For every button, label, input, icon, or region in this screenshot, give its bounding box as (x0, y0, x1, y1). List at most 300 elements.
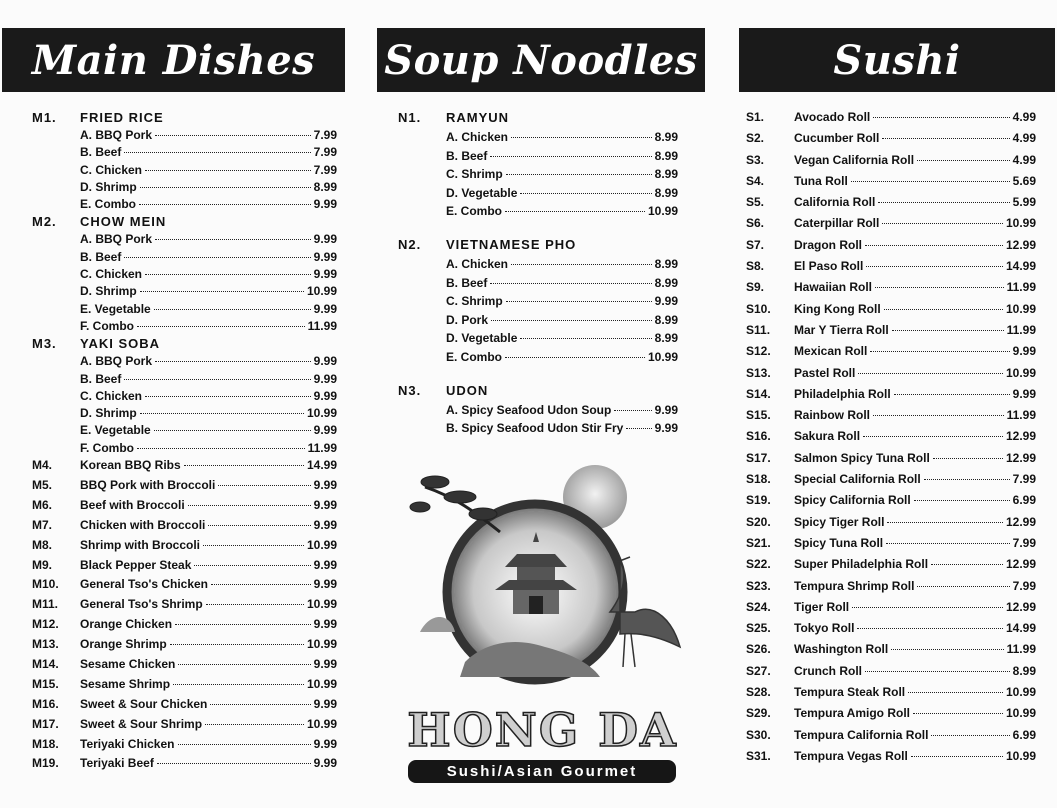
group-name: UDON (446, 382, 489, 398)
menu-item (746, 195, 1036, 216)
menu-option (32, 441, 337, 458)
option-price: 7.99 (313, 128, 337, 142)
option-label: A. BBQ Pork (80, 128, 153, 142)
dot-leader (913, 713, 1003, 714)
group-header (398, 237, 678, 257)
menu-option (398, 257, 678, 276)
menu-item (746, 387, 1036, 408)
item-price: 9.99 (313, 477, 337, 492)
item-price: 5.99 (1012, 195, 1036, 210)
item-price: 10.99 (306, 597, 337, 612)
dot-leader (882, 138, 1009, 139)
item-name: Tempura Vegas Roll (794, 748, 908, 763)
dot-leader (124, 257, 310, 258)
dot-leader (203, 545, 304, 546)
item-price: 12.99 (1005, 237, 1036, 252)
item-price: 9.99 (313, 617, 337, 632)
menu-item (32, 697, 337, 717)
dot-leader (139, 204, 311, 205)
menu-option (32, 250, 337, 267)
dot-leader (170, 644, 304, 645)
menu-item (746, 706, 1036, 727)
menu-item (32, 637, 337, 657)
menu-item (746, 557, 1036, 578)
option-label: D. Pork (446, 312, 489, 327)
option-label: B. Beef (80, 249, 122, 264)
dot-leader (878, 202, 1009, 203)
dot-leader (194, 565, 310, 566)
option-price: 8.99 (654, 331, 678, 346)
dot-leader (505, 211, 645, 212)
item-price: 12.99 (1005, 557, 1036, 572)
main-dishes-column (32, 110, 337, 776)
option-price: 8.99 (654, 185, 678, 200)
restaurant-tagline: Sushi/Asian Gourmet (408, 760, 676, 783)
option-label: C. Shrimp (446, 167, 503, 182)
group-header (398, 110, 678, 130)
dot-leader (626, 428, 651, 429)
item-price: 14.99 (1005, 621, 1036, 636)
option-label: D. Vegetable (446, 185, 518, 200)
menu-item (746, 429, 1036, 450)
item-price: 9.99 (313, 557, 337, 572)
menu-option (398, 149, 678, 168)
item-code: S8. (746, 259, 765, 274)
menu-item (746, 600, 1036, 621)
item-price: 8.99 (1012, 663, 1036, 678)
item-code: S14. (746, 386, 771, 401)
menu-item (32, 717, 337, 737)
item-name: California Roll (794, 195, 876, 210)
item-name: Tempura Steak Roll (794, 685, 906, 700)
menu-option (398, 276, 678, 295)
menu-item (746, 131, 1036, 152)
dot-leader (210, 704, 310, 705)
item-price: 9.99 (313, 756, 337, 771)
item-name: Hawaiian Roll (794, 280, 873, 295)
item-code: S7. (746, 237, 765, 252)
item-name: Orange Chicken (80, 617, 173, 632)
option-price: 11.99 (307, 318, 337, 333)
option-label: E. Vegetable (80, 423, 151, 438)
group-code: N2. (398, 236, 422, 252)
item-name: Crunch Roll (794, 663, 862, 678)
option-label: B. Beef (80, 371, 122, 386)
menu-option (398, 331, 678, 350)
option-label: F. Combo (80, 440, 134, 455)
option-label: C. Chicken (80, 162, 143, 177)
option-label: C. Chicken (80, 388, 143, 403)
menu-item (746, 472, 1036, 493)
group-header (32, 336, 337, 354)
menu-item (746, 302, 1036, 323)
dot-leader (157, 763, 311, 764)
item-name: Philadelphia Roll (794, 386, 891, 401)
item-name: Mexican Roll (794, 344, 868, 359)
item-price: 10.99 (306, 537, 337, 552)
dot-leader (892, 330, 1004, 331)
item-name: El Paso Roll (794, 259, 864, 274)
item-price: 10.99 (1005, 685, 1036, 700)
dot-leader (178, 744, 311, 745)
menu-option (32, 319, 337, 336)
menu-option (32, 372, 337, 389)
item-code: M13. (32, 637, 59, 652)
item-name: Sakura Roll (794, 429, 861, 444)
item-code: S24. (746, 599, 771, 614)
dot-leader (884, 309, 1003, 310)
group-code: M1. (32, 110, 57, 125)
dot-leader (858, 373, 1003, 374)
option-price: 8.99 (654, 167, 678, 182)
menu-item (32, 677, 337, 697)
item-name: Caterpillar Roll (794, 216, 880, 231)
menu-item (32, 597, 337, 617)
pagoda-cranes-illustration (405, 462, 690, 692)
option-price: 9.99 (313, 249, 337, 264)
dot-leader (614, 410, 651, 411)
item-price: 11.99 (1006, 642, 1036, 657)
dot-leader (894, 394, 1010, 395)
item-price: 9.99 (1012, 386, 1036, 401)
item-code: M6. (32, 497, 53, 512)
group-name: YAKI SOBA (80, 336, 161, 352)
menu-item (746, 110, 1036, 131)
item-name: Orange Shrimp (80, 637, 167, 652)
group-code: N1. (398, 110, 422, 125)
menu-item (746, 174, 1036, 195)
item-price: 4.99 (1012, 110, 1036, 124)
dot-leader (873, 117, 1009, 118)
menu-option (398, 403, 678, 422)
soup-noodles-banner (377, 28, 705, 92)
main-dishes-title: Main Dishes (31, 36, 316, 84)
option-price: 8.99 (654, 148, 678, 163)
item-code: S26. (746, 642, 771, 657)
option-price: 10.99 (306, 406, 337, 421)
item-price: 10.99 (1005, 706, 1036, 721)
item-name: Spicy Tuna Roll (794, 535, 884, 550)
dot-leader (173, 684, 304, 685)
menu-item (746, 451, 1036, 472)
dot-leader (933, 458, 1003, 459)
item-name: Dragon Roll (794, 237, 862, 252)
sushi-column (746, 110, 1036, 770)
menu-item (746, 344, 1036, 365)
dot-leader (891, 649, 1003, 650)
option-price: 10.99 (647, 204, 678, 219)
dot-leader (852, 607, 1003, 608)
dot-leader (140, 413, 304, 414)
item-code: M18. (32, 736, 59, 751)
item-code: M5. (32, 477, 53, 492)
group-name: VIETNAMESE PHO (446, 236, 577, 252)
dot-leader (145, 170, 311, 171)
item-name: Tuna Roll (794, 173, 848, 188)
item-code: M14. (32, 656, 59, 671)
option-label: E. Combo (446, 349, 502, 364)
item-name: Black Pepper Steak (80, 557, 192, 572)
item-code: M12. (32, 617, 59, 632)
menu-item (746, 642, 1036, 663)
item-name: Beef with Broccoli (80, 497, 185, 512)
menu-option (398, 294, 678, 313)
menu-option (32, 180, 337, 197)
soup-noodles-column (398, 110, 678, 440)
item-price: 9.99 (313, 577, 337, 592)
menu-option (32, 197, 337, 214)
group-header (32, 214, 337, 232)
menu-item (746, 685, 1036, 706)
dot-leader (137, 448, 305, 449)
item-price: 14.99 (306, 458, 337, 473)
item-price: 6.99 (1012, 493, 1036, 508)
dot-leader (184, 465, 304, 466)
item-code: M8. (32, 537, 53, 552)
item-code: S30. (746, 727, 771, 742)
item-code: S6. (746, 216, 765, 231)
dot-leader (908, 692, 1003, 693)
option-label: B. Beef (446, 148, 488, 163)
option-label: E. Vegetable (80, 301, 151, 316)
menu-item (32, 538, 337, 558)
menu-group-m3 (32, 336, 337, 458)
option-label: A. BBQ Pork (80, 354, 153, 369)
dot-leader (520, 193, 651, 194)
dot-leader (140, 187, 311, 188)
item-name: Rainbow Roll (794, 408, 870, 423)
item-code: S12. (746, 344, 771, 359)
item-price: 14.99 (1005, 259, 1036, 274)
menu-group-m2 (32, 214, 337, 336)
item-price: 12.99 (1005, 599, 1036, 614)
option-label: D. Vegetable (446, 331, 518, 346)
group-name: RAMYUN (446, 110, 510, 125)
option-label: E. Combo (446, 204, 502, 219)
item-price: 9.99 (313, 696, 337, 711)
menu-option (32, 284, 337, 301)
item-code: S18. (746, 472, 771, 487)
option-price: 10.99 (647, 349, 678, 364)
menu-option (32, 406, 337, 423)
dot-leader (137, 326, 305, 327)
item-code: S20. (746, 514, 771, 529)
dot-leader (875, 287, 1004, 288)
option-label: A. BBQ Pork (80, 232, 153, 247)
dot-leader (863, 436, 1003, 437)
dot-leader (931, 564, 1003, 565)
item-name: Teriyaki Beef (80, 756, 154, 771)
option-price: 9.99 (313, 354, 337, 369)
group-code: N3. (398, 382, 422, 398)
item-code: M15. (32, 676, 59, 691)
item-code: S29. (746, 706, 771, 721)
dot-leader (511, 137, 652, 138)
menu-item (746, 323, 1036, 344)
item-name: BBQ Pork with Broccoli (80, 477, 216, 492)
dot-leader (882, 223, 1003, 224)
item-name: Tempura Shrimp Roll (794, 578, 915, 593)
menu-item (746, 493, 1036, 514)
item-code: S11. (746, 322, 771, 337)
menu-item (746, 536, 1036, 557)
menu-item (32, 617, 337, 637)
option-price: 8.99 (654, 275, 678, 290)
option-price: 9.99 (313, 301, 337, 316)
item-code: S4. (746, 173, 765, 188)
item-price: 12.99 (1005, 450, 1036, 465)
item-name: Tokyo Roll (794, 621, 855, 636)
dot-leader (155, 135, 311, 136)
menu-option (398, 204, 678, 223)
group-name: CHOW MEIN (80, 214, 167, 230)
main-dishes-list (32, 458, 337, 776)
option-price: 9.99 (313, 232, 337, 247)
item-code: S2. (746, 131, 765, 146)
dot-leader (865, 671, 1010, 672)
option-label: B. Beef (446, 275, 488, 290)
option-price: 9.99 (313, 388, 337, 403)
dot-leader (505, 357, 645, 358)
item-name: General Tso's Chicken (80, 577, 209, 592)
item-price: 7.99 (1012, 472, 1036, 487)
dot-leader (206, 604, 304, 605)
menu-item (746, 366, 1036, 387)
menu-item (746, 259, 1036, 280)
dot-leader (873, 415, 1004, 416)
item-code: S13. (746, 365, 771, 380)
group-name: FRIED RICE (80, 110, 164, 125)
dot-leader (857, 628, 1003, 629)
item-price: 9.99 (313, 517, 337, 532)
dot-leader (175, 624, 311, 625)
menu-group-n2 (398, 237, 678, 369)
item-price: 9.99 (313, 497, 337, 512)
item-price: 10.99 (306, 637, 337, 652)
item-code: S17. (746, 450, 771, 465)
item-price: 9.99 (313, 736, 337, 751)
crane-icon (610, 557, 680, 667)
dot-leader (124, 379, 310, 380)
dot-leader (208, 525, 310, 526)
sushi-banner (739, 28, 1055, 92)
menu-item (32, 518, 337, 538)
menu-item (32, 498, 337, 518)
item-code: S1. (746, 110, 765, 124)
dot-leader (154, 430, 311, 431)
menu-option (398, 421, 678, 440)
item-price: 11.99 (1006, 408, 1036, 423)
item-name: Tempura California Roll (794, 727, 929, 742)
item-code: S10. (746, 301, 771, 316)
dot-leader (911, 756, 1003, 757)
item-code: S9. (746, 280, 765, 295)
item-name: Avocado Roll (794, 110, 871, 124)
item-price: 7.99 (1012, 535, 1036, 550)
item-price: 10.99 (1005, 365, 1036, 380)
item-price: 4.99 (1012, 152, 1036, 167)
dot-leader (154, 309, 311, 310)
dot-leader (140, 291, 304, 292)
dot-leader (887, 522, 1003, 523)
item-code: M4. (32, 458, 53, 473)
menu-item (746, 153, 1036, 174)
item-name: Tempura Amigo Roll (794, 706, 911, 721)
menu-item (746, 664, 1036, 685)
menu-option (32, 302, 337, 319)
item-name: Tiger Roll (794, 599, 850, 614)
sushi-title: Sushi (833, 36, 961, 84)
menu-item (746, 216, 1036, 237)
item-code: M7. (32, 517, 53, 532)
menu-option (398, 186, 678, 205)
dot-leader (506, 174, 652, 175)
item-name: Special California Roll (794, 472, 921, 487)
item-code: M11. (32, 597, 59, 612)
dot-leader (511, 264, 652, 265)
dot-leader (490, 283, 651, 284)
menu-item (746, 728, 1036, 749)
option-label: B. Beef (80, 145, 122, 160)
menu-item (746, 280, 1036, 301)
option-price: 8.99 (654, 256, 678, 271)
option-label: A. Chicken (446, 130, 509, 144)
group-header (32, 110, 337, 128)
option-label: D. Shrimp (80, 406, 137, 421)
menu-option (32, 389, 337, 406)
option-price: 9.99 (313, 197, 337, 212)
menu-item (32, 657, 337, 677)
item-code: M16. (32, 696, 59, 711)
item-name: Spicy California Roll (794, 493, 911, 508)
option-price: 9.99 (313, 371, 337, 386)
item-name: Super Philadelphia Roll (794, 557, 929, 572)
dot-leader (218, 485, 310, 486)
option-label: D. Shrimp (80, 284, 137, 299)
item-name: General Tso's Shrimp (80, 597, 203, 612)
item-code: S27. (746, 663, 771, 678)
item-price: 5.69 (1012, 173, 1036, 188)
group-code: M3. (32, 336, 57, 352)
item-name: Pastel Roll (794, 365, 856, 380)
item-code: S25. (746, 621, 771, 636)
item-code: M17. (32, 716, 59, 731)
item-name: Spicy Tiger Roll (794, 514, 885, 529)
menu-option (398, 130, 678, 149)
dot-leader (178, 664, 310, 665)
item-code: S23. (746, 578, 771, 593)
item-name: Shrimp with Broccoli (80, 537, 201, 552)
dot-leader (124, 152, 310, 153)
item-name: Vegan California Roll (794, 152, 915, 167)
menu-item (746, 408, 1036, 429)
item-price: 10.99 (1005, 748, 1036, 763)
item-price: 6.99 (1012, 727, 1036, 742)
main-dishes-banner (2, 28, 345, 92)
item-code: S3. (746, 152, 765, 167)
menu-group-n3 (398, 383, 678, 440)
item-code: S5. (746, 195, 765, 210)
item-name: Sweet & Sour Chicken (80, 696, 208, 711)
dot-leader (851, 181, 1010, 182)
menu-option (398, 313, 678, 332)
item-name: Mar Y Tierra Roll (794, 322, 889, 337)
item-code: M10. (32, 577, 59, 592)
menu-group-m1 (32, 110, 337, 214)
item-name: Cucumber Roll (794, 131, 880, 146)
menu-option (398, 350, 678, 369)
dot-leader (145, 274, 311, 275)
